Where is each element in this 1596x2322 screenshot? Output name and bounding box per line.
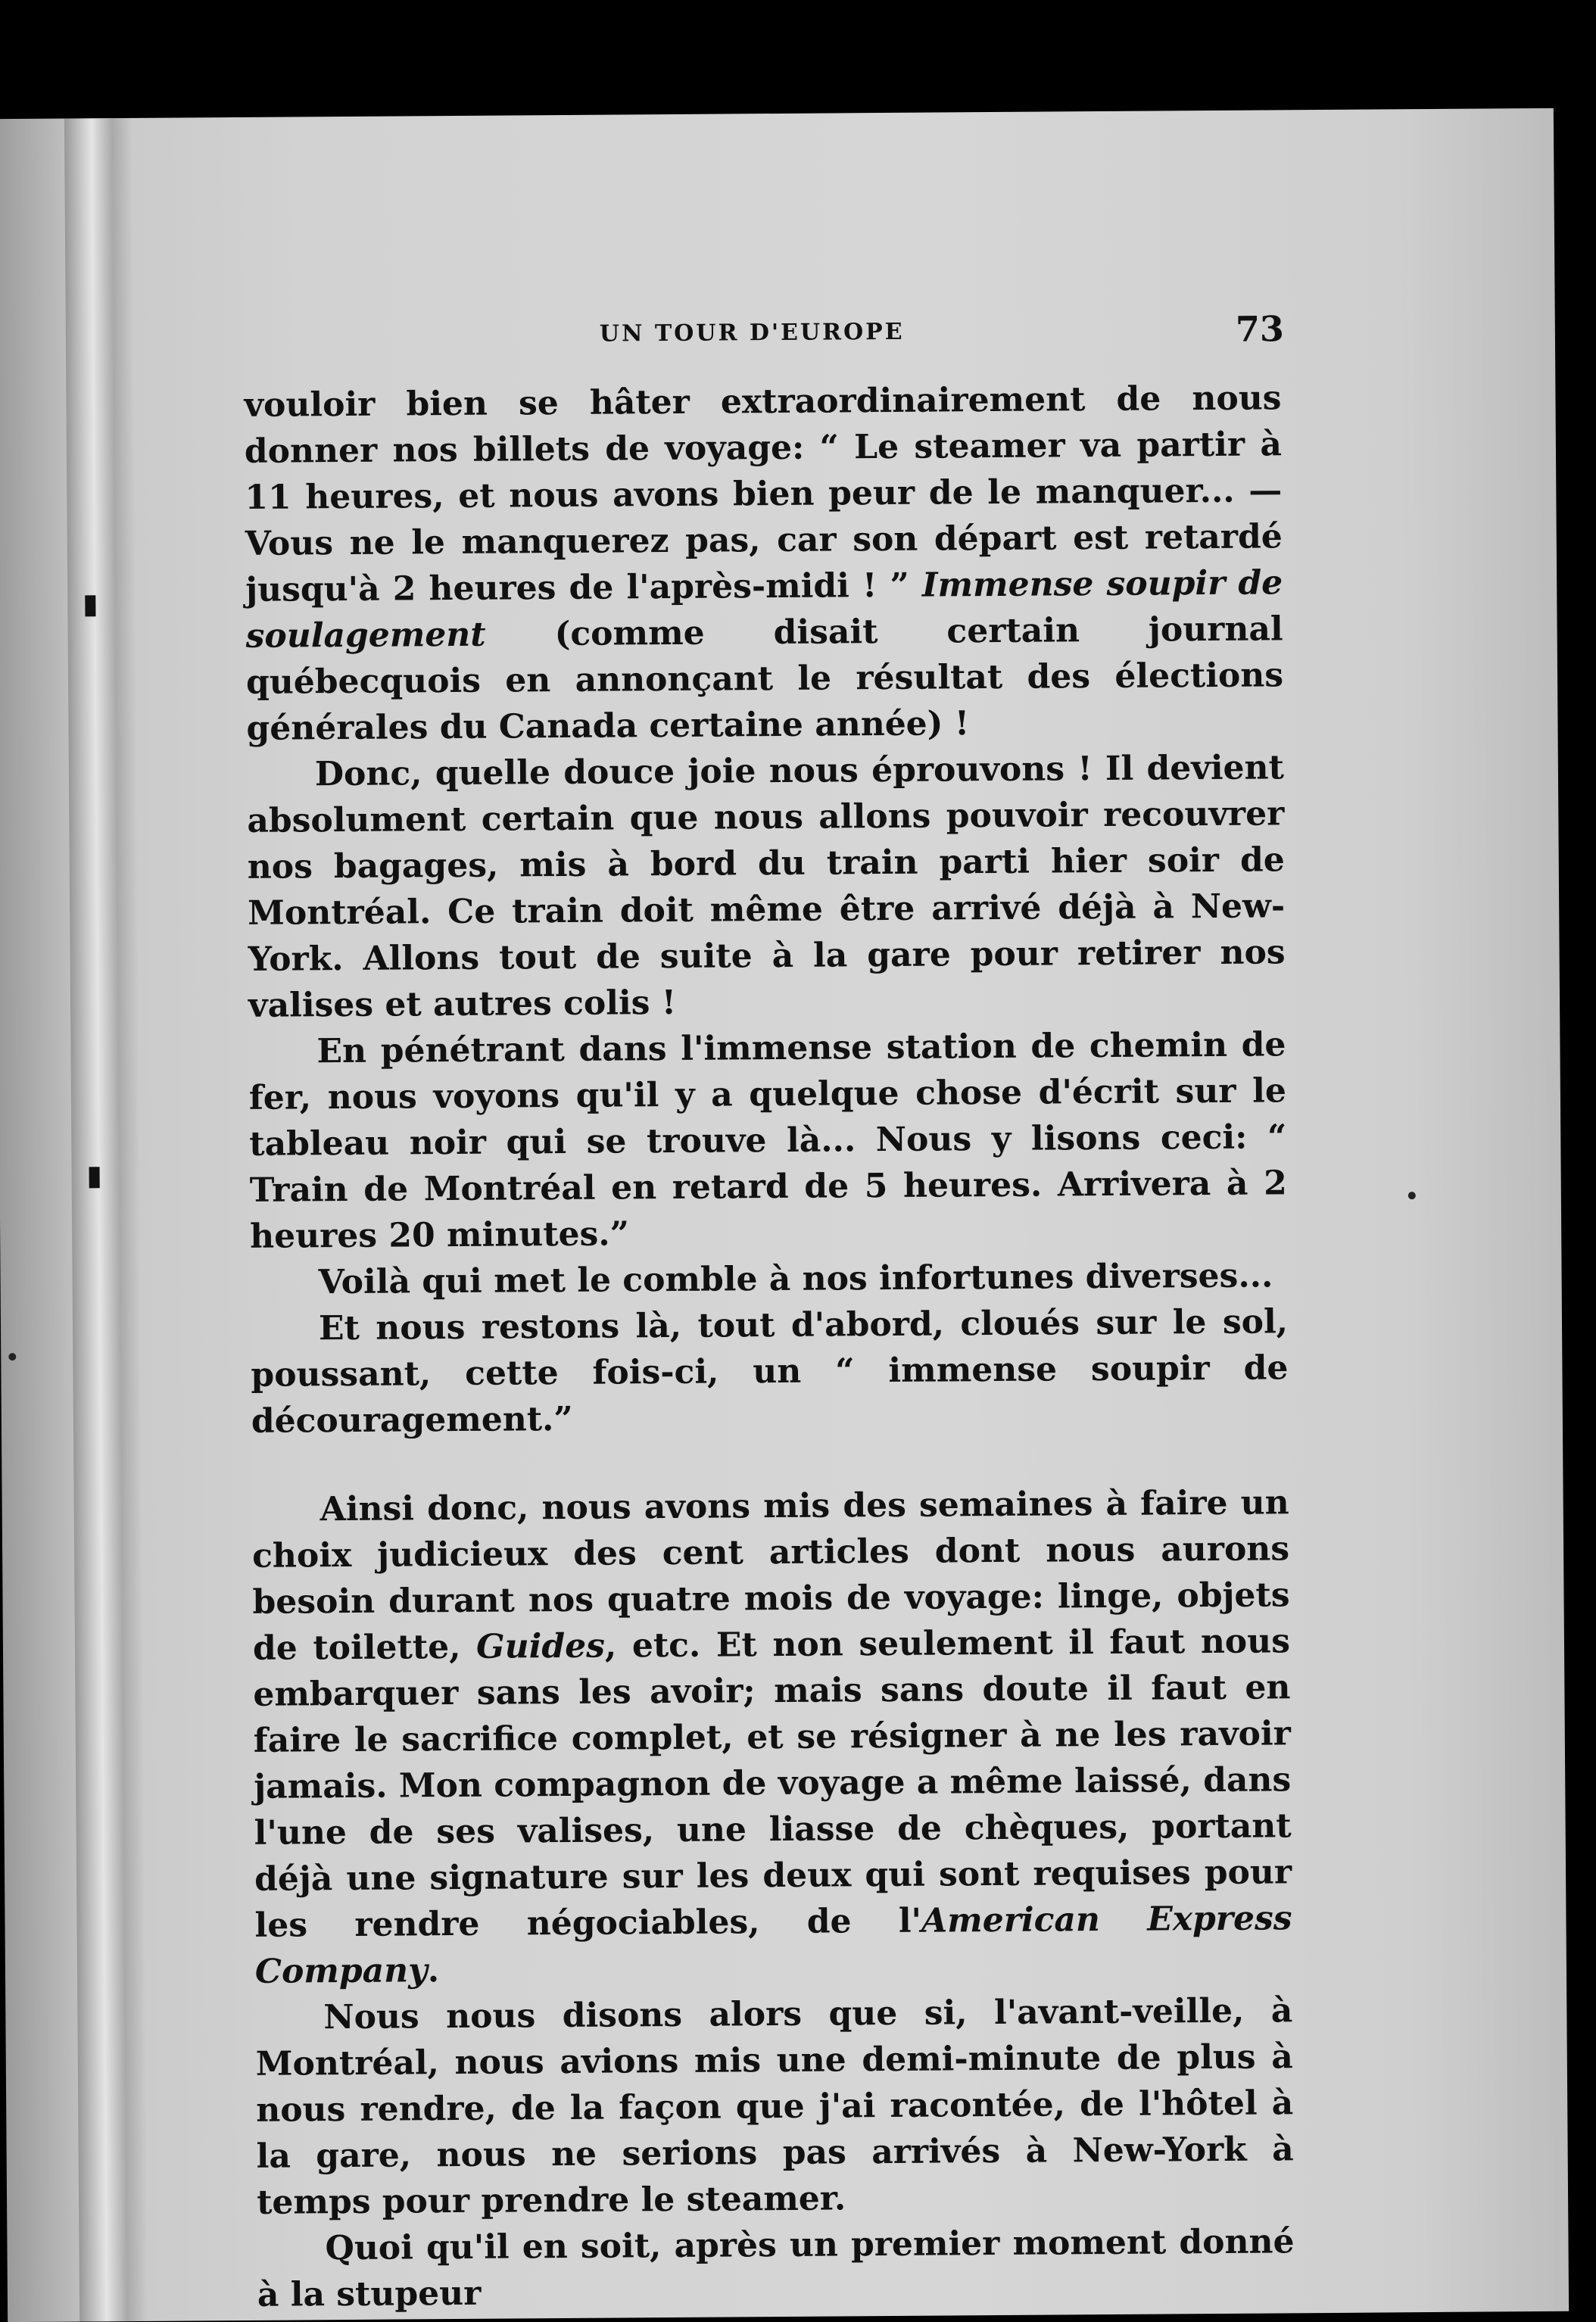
paragraph bbox=[247, 744, 1286, 1029]
text-segment: Quoi qu'il en soit, après un premier moment donné à la stupeur bbox=[257, 2222, 1295, 2314]
text-segment: Ainsi donc, nous avons mis des semaines à faire un choix judicieux des cent articles dont nous aurons besoin durant nos quatre mois de voyage: linge, objets de toilette, bbox=[251, 1483, 1290, 1668]
binding-mark bbox=[85, 595, 95, 616]
text-segment: En pénétrant dans l'immense station de chemin de fer, nous voyons qu'il y a quelque chose d'écrit sur le tableau noir qui se trouve là... Nous y lisons ceci: “ Train de Montréal en retard de 5 heures. Arrivera à 2 heures 20 minutes.” bbox=[248, 1025, 1287, 1256]
text-segment: Donc, quelle douce joie nous éprouvons ! Il devient absolument certain que nous allons pouvoir recouvrer nos bagages, mis à bord du train parti hier soir de Montréal. Ce train doit même être arrivé déjà à New-York. Allons tout de suite à la gare pour retirer nos valises et autres colis ! bbox=[247, 748, 1286, 1025]
paragraph bbox=[248, 1021, 1287, 1260]
paragraph bbox=[244, 375, 1283, 752]
paragraph bbox=[255, 1987, 1294, 2226]
page-gutter bbox=[64, 118, 148, 2322]
running-title: UN TOUR D'EUROPE bbox=[599, 318, 905, 348]
text-segment: . bbox=[427, 1951, 440, 1990]
text-segment: (comme disait certain journal québecquois en annonçant le résultat des élections générales du Canada certaine année) ! bbox=[245, 609, 1284, 748]
paragraph bbox=[251, 1298, 1289, 1445]
text-segment: Et nous restons là, tout d'abord, cloués sur le sol, poussant, cette fois-ci, un “ immense soupir de découragement.” bbox=[251, 1302, 1289, 1441]
text-segment: Voilà qui met le comble à nos infortunes diverses... bbox=[318, 1256, 1273, 1302]
page-number: 73 bbox=[1235, 308, 1285, 350]
italic-text: Immense soupir de soulagement bbox=[245, 563, 1283, 656]
italic-text: American Express Company bbox=[254, 1899, 1292, 1991]
text-segment: , etc. Et non seulement il faut nous embarquer sans les avoir; mais sans doute il faut en faire le sacrifice complet, et se résigner à ne les ravoir jamais. Mon compagnon de voyage a même laissé, dans l'une de ses valises, une liasse de chèques, portant déjà une signature sur les deux qui sont requises pour les rendre négociables, de l' bbox=[253, 1622, 1292, 1945]
binding-mark bbox=[89, 1167, 100, 1188]
text-segment: vouloir bien se hâter extraordinairement de nous donner nos billets de voyage: “ Le steamer va partir à 11 heures, et nous avons bien peur de le manquer... —Vous ne le manquerez pas, car son départ est retardé jusqu'à 2 heures de l'après-midi ! ” bbox=[244, 379, 1283, 609]
speck bbox=[1408, 1192, 1416, 1199]
paragraph bbox=[250, 1252, 1287, 1306]
book-page bbox=[0, 108, 1569, 2322]
paragraph bbox=[251, 1479, 1292, 1995]
text-segment: Nous nous disons alors que si, l'avant-veille, à Montréal, nous avions mis une demi-minute de plus à nous rendre, de la façon que j'ai racontée, de l'hôtel à la gare, nous ne serions pas arrivés à New-York à temps pour prendre le steamer. bbox=[255, 1991, 1294, 2222]
italic-text: Guides bbox=[475, 1626, 606, 1666]
speck bbox=[8, 1353, 16, 1360]
body-text bbox=[244, 375, 1295, 2318]
paragraph bbox=[257, 2218, 1295, 2318]
